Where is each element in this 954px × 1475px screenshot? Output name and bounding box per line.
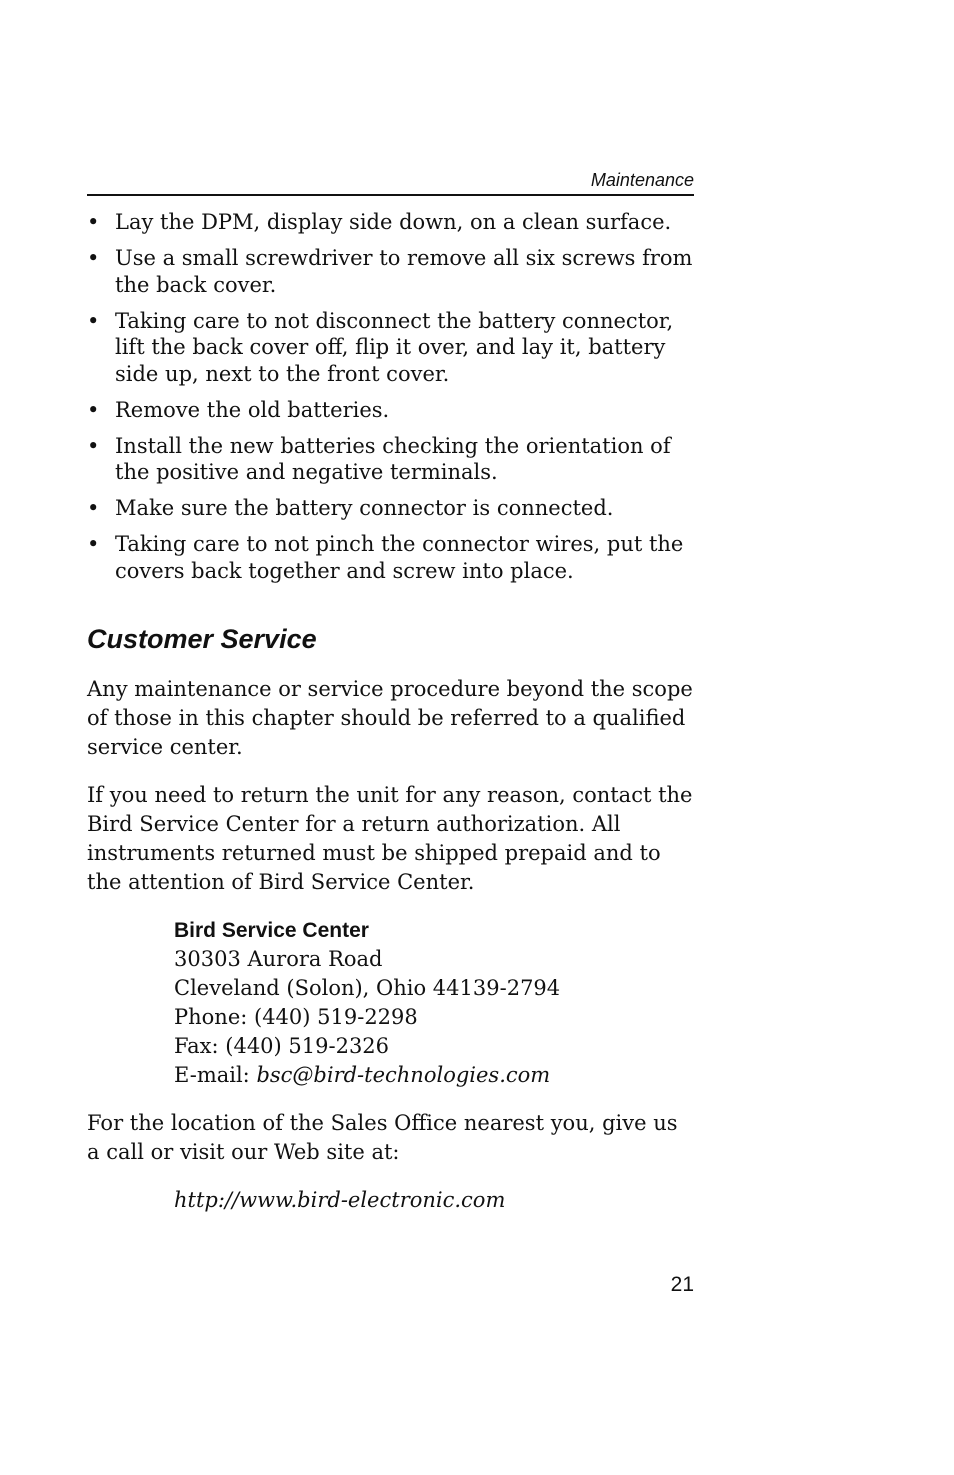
bullet-icon: • [87,308,100,333]
list-item [87,308,694,388]
list-item [87,209,694,236]
list-item-text: Install the new batteries checking the orientation of the positive and negative terminals. [115,433,671,484]
paragraph-return-authorization: If you need to return the unit for any reason, contact the Bird Service Center for a return authorization. All instruments returned must be shipped prepaid and to the attention of Bird Service Center. [87,783,693,894]
header-rule [87,194,694,196]
page-number: 21 [670,1273,694,1296]
list-item [87,245,694,298]
website-link[interactable]: http://www.bird-electronic.com [174,1188,506,1212]
list-item [87,433,694,486]
list-item-text: Taking care to not disconnect the battery connector, lift the back cover off, flip it over, and lay it, battery side up, next to the front cover. [115,308,674,386]
service-center-address [174,916,560,1090]
paragraph-sales-office: For the location of the Sales Office nearest you, give us a call or visit our Web site at: [87,1111,678,1164]
address-fax: Fax: (440) 519-2326 [174,1034,390,1058]
bullet-icon: • [87,496,100,520]
address-city: Cleveland (Solon), Ohio 44139-2794 [174,976,561,1000]
bullet-icon: • [87,433,100,458]
section-title: Customer Service [87,624,317,654]
address-email-line [174,1061,560,1090]
address-street: 30303 Aurora Road [174,947,383,971]
list-item-text: Lay the DPM, display side down, on a clean surface. [115,210,672,234]
list-item-text: Use a small screwdriver to remove all six screws from the back cover. [115,246,693,297]
list-item-text: Remove the old batteries. [115,397,390,422]
list-item-text: Taking care to not pinch the connector wires, put the covers back together and screw into place. [115,532,684,583]
list-item [87,397,694,424]
bullet-icon: • [87,397,100,422]
manual-page [87,0,694,1475]
email-label: E-mail: [174,1063,257,1087]
list-item [87,531,694,584]
bullet-icon: • [87,210,100,234]
address-phone: Phone: (440) 519-2298 [174,1005,418,1029]
list-item-text: Make sure the battery connector is connected. [115,496,614,520]
paragraph-service-scope: Any maintenance or service procedure beyond the scope of those in this chapter should be referred to a qualified service center. [87,677,693,759]
running-header: Maintenance [590,170,694,190]
service-center-name: Bird Service Center [174,919,369,942]
bullet-icon: • [87,246,100,270]
battery-steps-list [87,209,694,594]
email-link[interactable]: bsc@bird-technologies.com [256,1063,551,1087]
bullet-icon: • [87,532,100,556]
list-item [87,495,694,522]
